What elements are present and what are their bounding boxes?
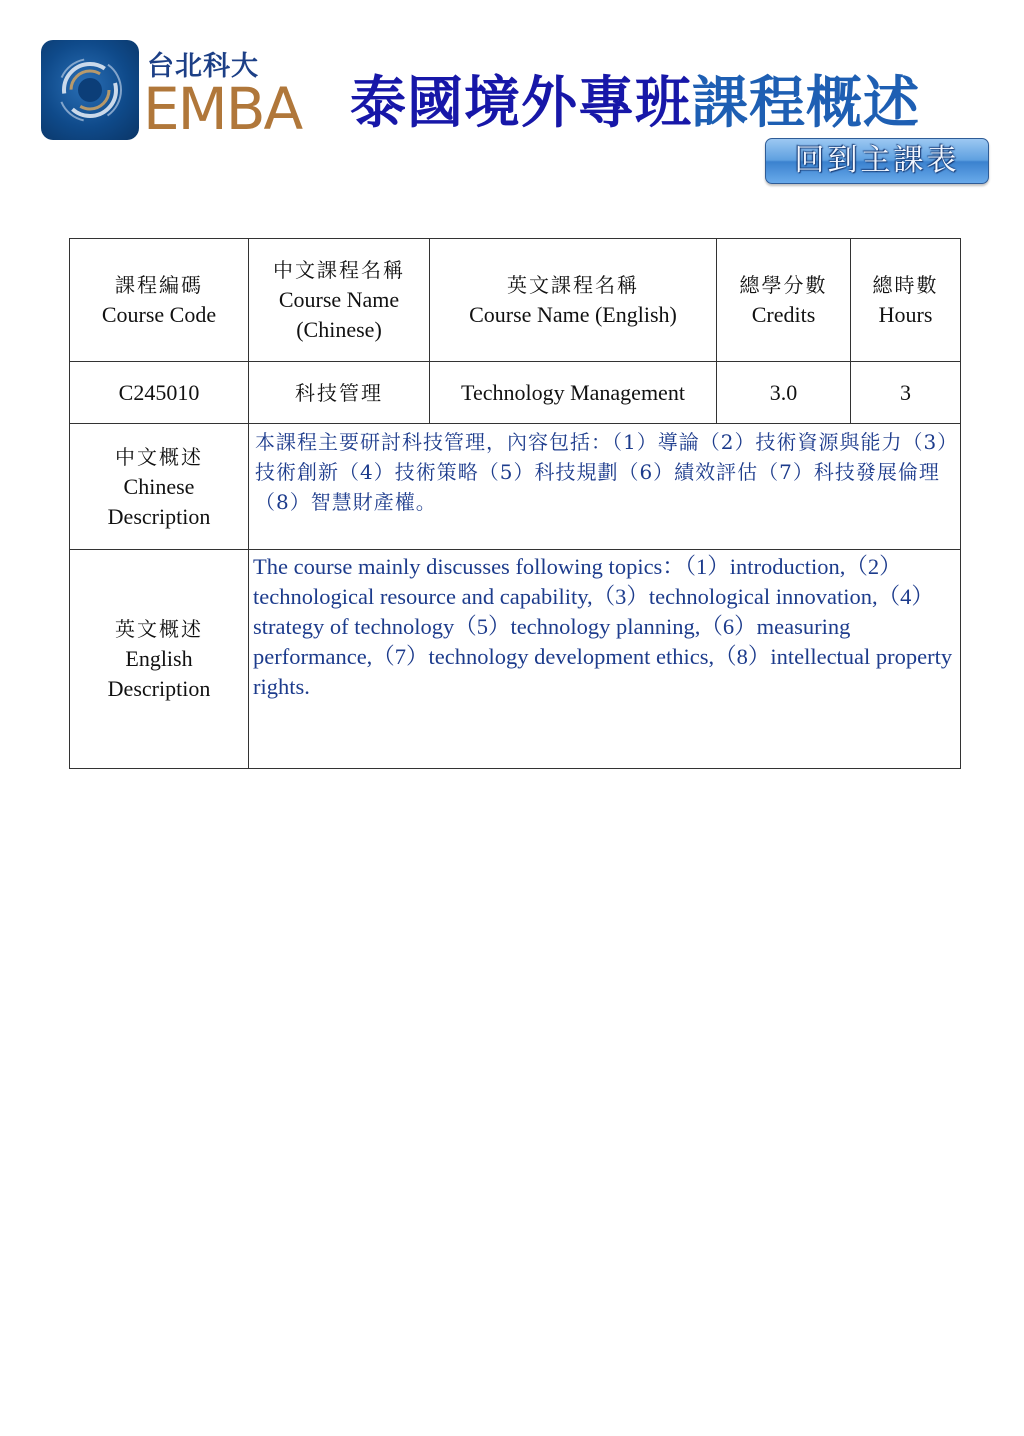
chinese-description-label-en1: Chinese <box>123 473 195 499</box>
header-name-en-en: Course Name (English) <box>469 302 677 327</box>
english-description-label-zh: 英文概述 <box>115 617 203 641</box>
table-row <box>70 362 961 424</box>
logo-program-name: EMBA <box>143 75 302 143</box>
back-to-schedule-label: 回到主課表 <box>794 143 960 178</box>
logo-school-name: 台北科大 <box>147 51 259 82</box>
english-description-label <box>70 550 249 769</box>
header-course-name-chinese <box>249 239 430 362</box>
header-credits-zh: 總學分數 <box>739 273 828 297</box>
course-code-value: C245010 <box>70 362 249 424</box>
english-description-label-en1: English <box>125 646 193 671</box>
chinese-description-label <box>70 424 249 550</box>
header-hours-en: Hours <box>878 302 933 327</box>
header-hours-zh: 總時數 <box>872 273 939 297</box>
logo-swirl-icon <box>41 40 139 140</box>
course-name-zh-value: 科技管理 <box>249 362 430 424</box>
english-description-row <box>70 550 961 769</box>
hours-value: 3 <box>851 362 961 424</box>
page-title-part2: 課程概述 <box>692 71 920 136</box>
page-title <box>350 64 996 144</box>
header-name-zh-zh: 中文課程名稱 <box>273 258 405 282</box>
back-to-schedule-button[interactable] <box>765 138 989 184</box>
header-credits-en: Credits <box>751 302 816 327</box>
header-name-en-zh: 英文課程名稱 <box>507 273 639 297</box>
header-name-zh-en2: (Chinese) <box>296 317 382 342</box>
english-description-text: The course mainly discusses following topics：（1）introduction,（2）technological resource and capability,（3）technological innovation,（4）strategy of technology（5）technology planning,（6）measuring performance,（7）technology development ethics,（8）intellectual property rights. <box>249 550 961 769</box>
english-description-label-en2: Description <box>107 676 211 701</box>
credits-value: 3.0 <box>717 362 851 424</box>
table-header-row <box>70 239 961 362</box>
header-credits <box>717 239 851 362</box>
header-course-code <box>70 239 249 362</box>
header-course-code-zh: 課程編碼 <box>115 273 203 297</box>
chinese-description-label-zh: 中文概述 <box>115 444 203 469</box>
emba-logo <box>41 40 323 143</box>
course-table <box>69 238 961 769</box>
page-title-part1: 泰國境外專班 <box>350 71 692 136</box>
course-name-en-value: Technology Management <box>430 362 717 424</box>
chinese-description-label-en2: Description <box>107 503 211 529</box>
header-course-code-en: Course Code <box>101 302 217 327</box>
header-course-name-english <box>430 239 717 362</box>
chinese-description-text: 本課程主要研討科技管理，內容包括：（1）導論（2）技術資源與能力（3）技術創新（4）技術策略（5）科技規劃（6）績效評估（7）科技發展倫理（8）智慧財產權。 <box>249 424 961 550</box>
chinese-description-row <box>70 424 961 550</box>
header-name-zh-en1: Course Name <box>278 287 400 312</box>
header-hours <box>851 239 961 362</box>
